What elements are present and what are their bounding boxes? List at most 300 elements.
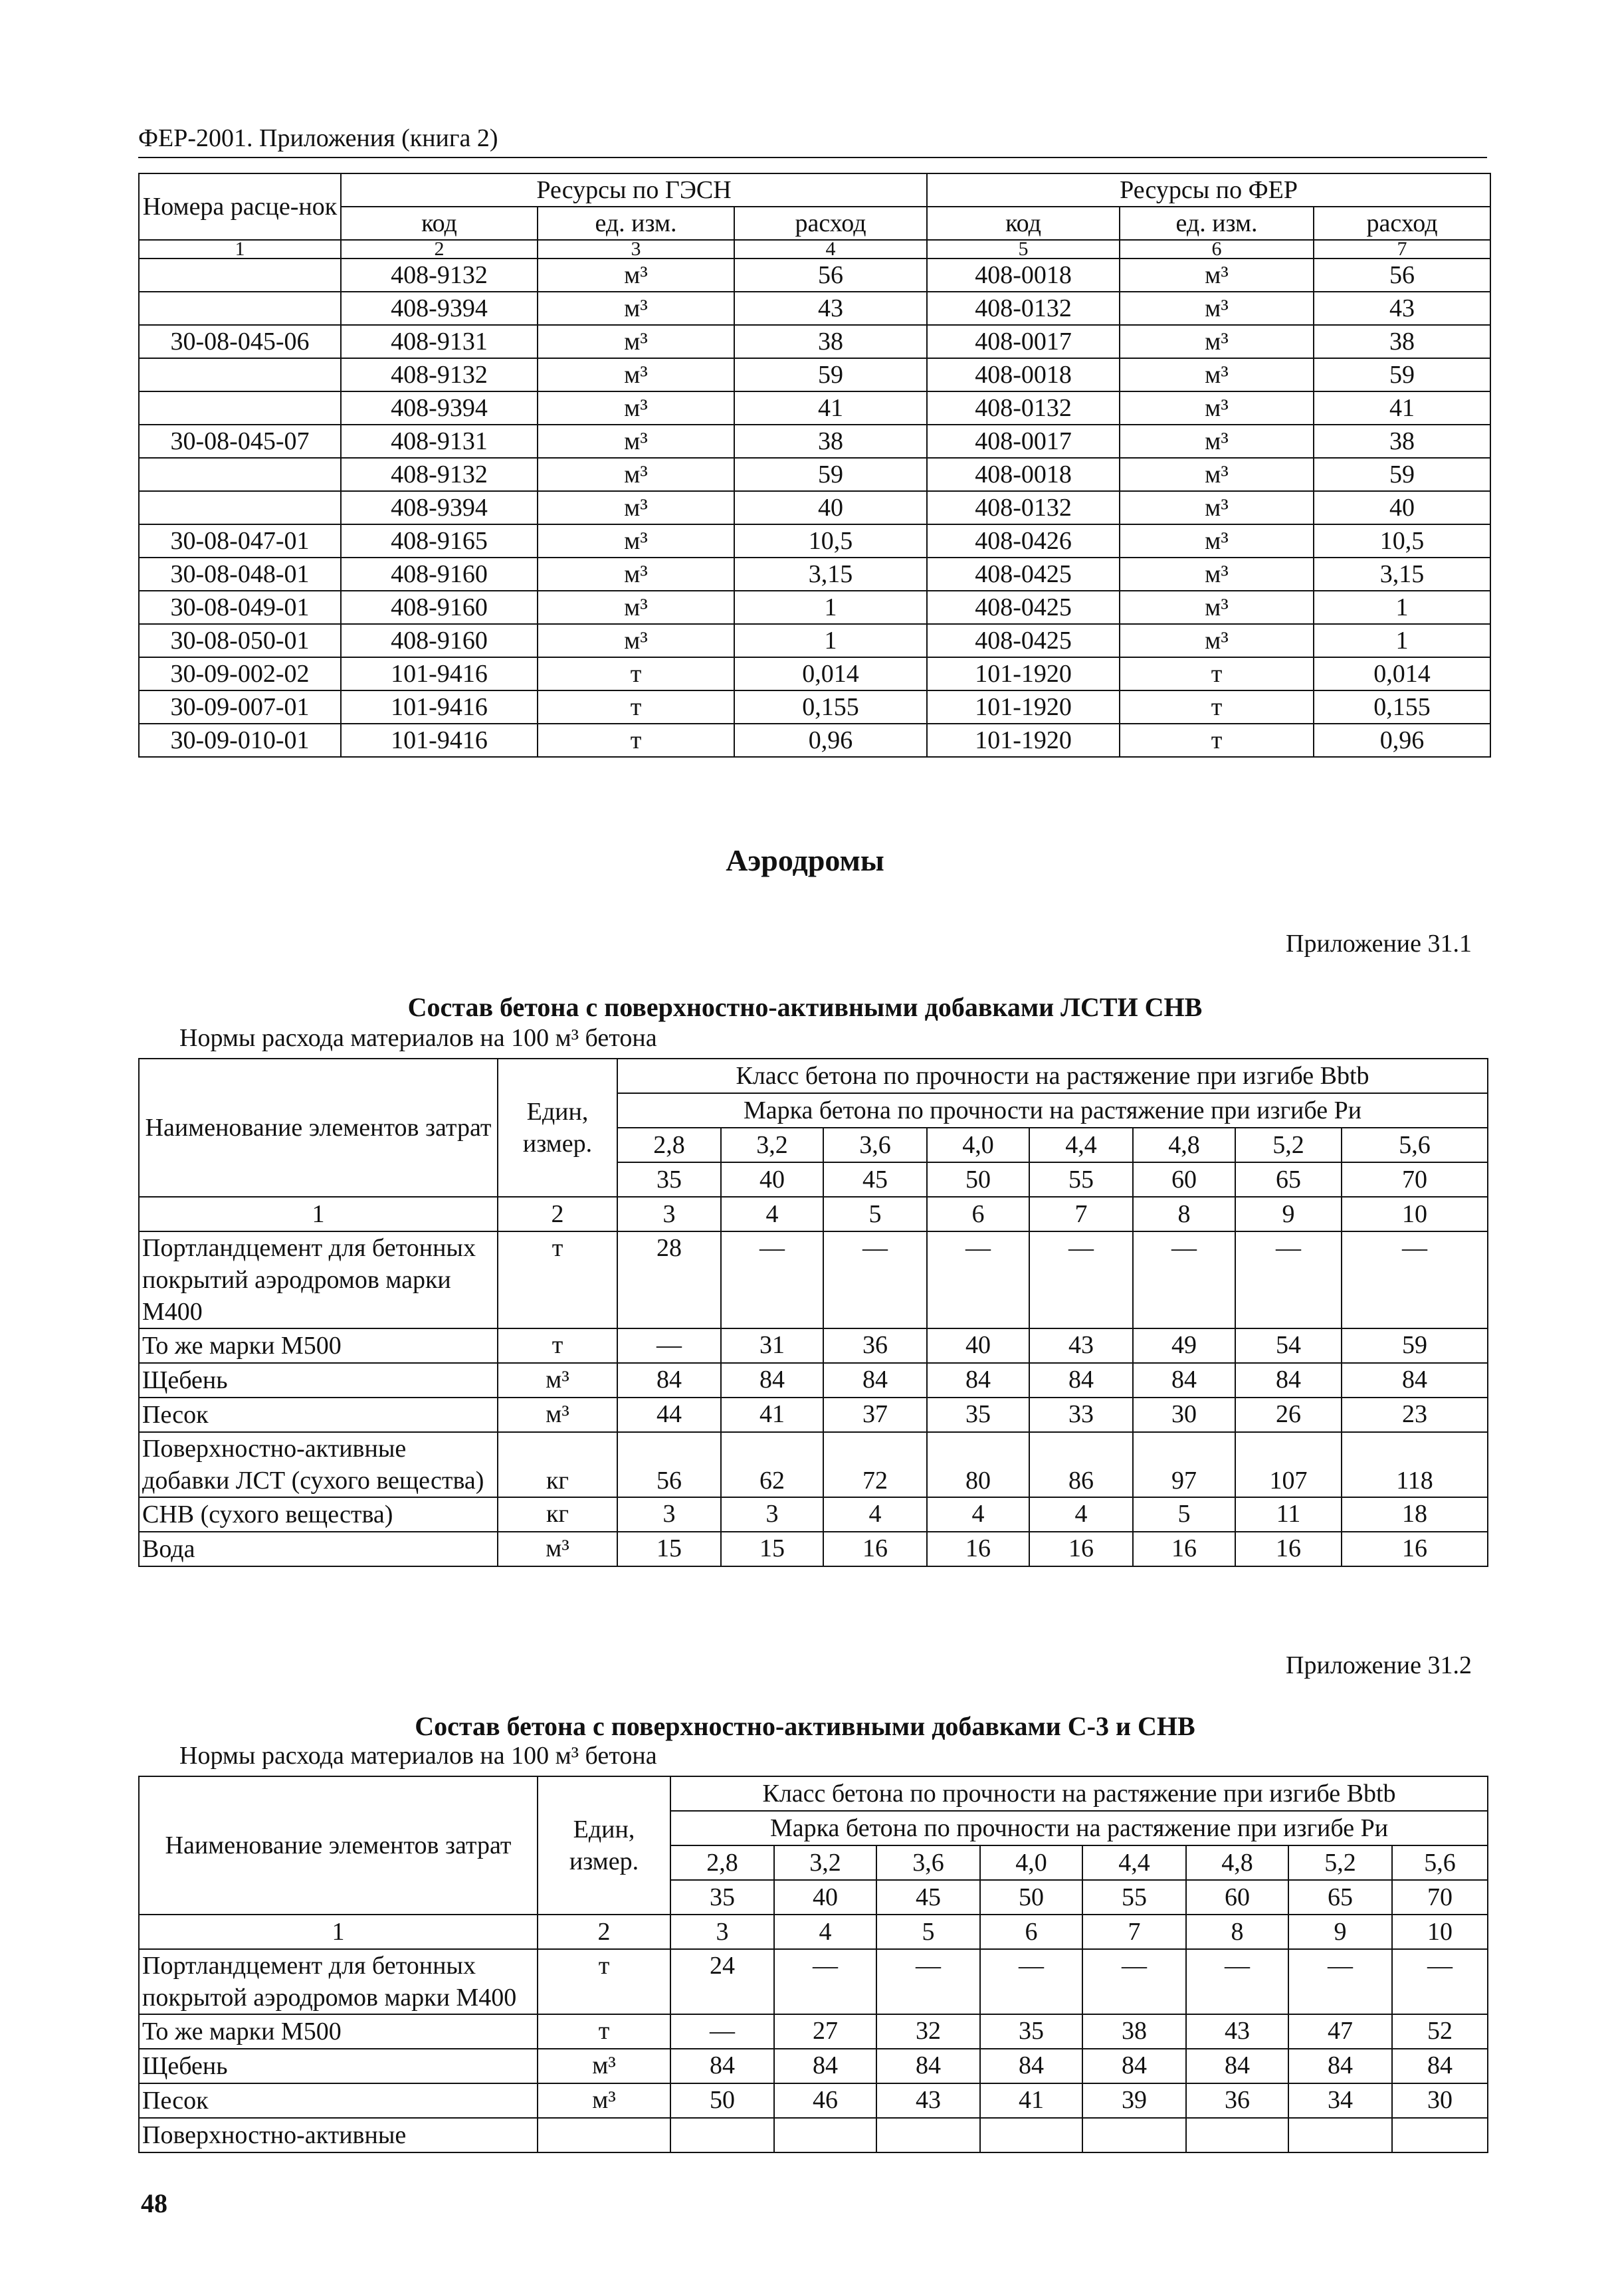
table-cell: 40 — [734, 491, 927, 524]
value-cell: 16 — [823, 1532, 927, 1566]
class-value: 4,0 — [980, 1845, 1082, 1880]
column-number: 7 — [1082, 1915, 1186, 1949]
table-cell: т — [1120, 690, 1314, 724]
header-fer: Ресурсы по ФЕР — [927, 173, 1490, 207]
table-cell: 408-0425 — [927, 624, 1120, 657]
column-number: 4 — [721, 1197, 823, 1231]
value-cell: 84 — [774, 2049, 876, 2083]
table-cell: 1 — [1314, 624, 1490, 657]
value-cell — [670, 2118, 774, 2152]
class-value: 2,8 — [617, 1128, 721, 1162]
table-cell: 1 — [734, 624, 927, 657]
table-cell: 408-0018 — [927, 358, 1120, 391]
unit-cell: м³ — [498, 1363, 617, 1398]
mark-value: 60 — [1186, 1880, 1288, 1915]
header-rule — [138, 157, 1487, 158]
value-cell: 16 — [1342, 1532, 1488, 1566]
table-row — [139, 491, 1490, 524]
column-number: 8 — [1186, 1915, 1288, 1949]
value-cell: 4 — [823, 1497, 927, 1532]
table-row — [139, 624, 1490, 657]
table-cell: 41 — [734, 391, 927, 425]
column-number: 9 — [1235, 1197, 1342, 1231]
unit-cell: т — [498, 1231, 617, 1328]
table-cell: 0,155 — [1314, 690, 1490, 724]
value-cell: — — [774, 1949, 876, 2014]
table-row — [139, 292, 1490, 325]
page-number: 48 — [141, 2188, 167, 2218]
table-cell: м³ — [1120, 524, 1314, 558]
value-cell: 35 — [980, 2014, 1082, 2049]
table-cell: 408-9132 — [341, 259, 538, 292]
mark-value: 70 — [1392, 1880, 1488, 1915]
class-value: 4,8 — [1186, 1845, 1288, 1880]
table-cell: 30-08-045-06 — [139, 325, 341, 358]
table-cell: 38 — [1314, 425, 1490, 458]
table-cell: 408-9131 — [341, 325, 538, 358]
table-cell: т — [538, 724, 734, 757]
table-cell: 408-0425 — [927, 591, 1120, 624]
table-cell: 1 — [1314, 591, 1490, 624]
header-mark: Марка бетона по прочности на растяжение при изгибе Ри — [670, 1811, 1488, 1845]
norms-caption: Нормы расхода материалов на 100 м³ бетона — [179, 1742, 657, 1770]
class-value: 4,4 — [1029, 1128, 1133, 1162]
column-number: 3 — [538, 240, 734, 259]
resources-table — [138, 173, 1491, 758]
table-cell — [139, 292, 341, 325]
table-cell: м³ — [538, 524, 734, 558]
unit-cell: т — [538, 1949, 670, 2014]
value-cell: 84 — [1186, 2049, 1288, 2083]
table-row — [139, 2118, 1488, 2152]
column-number: 5 — [876, 1915, 980, 1949]
value-cell: — — [1342, 1231, 1488, 1328]
value-cell: 41 — [980, 2083, 1082, 2118]
value-cell: 72 — [823, 1432, 927, 1497]
class-value: 5,2 — [1288, 1845, 1392, 1880]
class-value: 2,8 — [670, 1845, 774, 1880]
unit-cell: т — [538, 2014, 670, 2049]
column-number: 6 — [1120, 240, 1314, 259]
table-cell: т — [538, 657, 734, 690]
table-cell: 101-1920 — [927, 690, 1120, 724]
value-cell: 16 — [1235, 1532, 1342, 1566]
value-cell: — — [876, 1949, 980, 2014]
table-cell: м³ — [538, 624, 734, 657]
table-row — [139, 1328, 1488, 1363]
table-cell: м³ — [1120, 325, 1314, 358]
table-cell — [139, 358, 341, 391]
column-number: 10 — [1342, 1197, 1488, 1231]
value-cell: 86 — [1029, 1432, 1133, 1497]
table-cell: 56 — [734, 259, 927, 292]
table-row — [139, 524, 1490, 558]
value-cell: — — [1082, 1949, 1186, 2014]
table-cell: 3,15 — [734, 558, 927, 591]
column-number: 6 — [980, 1915, 1082, 1949]
table-cell: 30-08-045-07 — [139, 425, 341, 458]
column-number: 3 — [670, 1915, 774, 1949]
table-cell: 408-0132 — [927, 292, 1120, 325]
value-cell — [774, 2118, 876, 2152]
table-cell: м³ — [1120, 292, 1314, 325]
value-cell: 84 — [876, 2049, 980, 2083]
value-cell: — — [980, 1949, 1082, 2014]
table-cell: 408-9160 — [341, 624, 538, 657]
value-cell: 30 — [1133, 1398, 1235, 1432]
table-cell: 30-08-050-01 — [139, 624, 341, 657]
value-cell: 84 — [721, 1363, 823, 1398]
table-row — [139, 1432, 1488, 1497]
value-cell: 26 — [1235, 1398, 1342, 1432]
header-code: код — [927, 207, 1120, 240]
value-cell: 62 — [721, 1432, 823, 1497]
header-mark: Марка бетона по прочности на растяжение при изгибе Ри — [617, 1093, 1488, 1128]
value-cell: 84 — [823, 1363, 927, 1398]
table-cell: 30-09-002-02 — [139, 657, 341, 690]
table-cell: м³ — [1120, 391, 1314, 425]
column-number: 2 — [341, 240, 538, 259]
appendix-title: Состав бетона с поверхностно-активными добавками С-3 и СНВ — [415, 1711, 1195, 1741]
cost-element-name: Щебень — [139, 1363, 498, 1398]
table-cell — [139, 458, 341, 491]
value-cell: 84 — [1342, 1363, 1488, 1398]
value-cell: 84 — [1082, 2049, 1186, 2083]
unit-cell: м³ — [538, 2083, 670, 2118]
column-number-row — [139, 1915, 1488, 1949]
table-cell: м³ — [538, 558, 734, 591]
mark-value: 45 — [823, 1162, 927, 1197]
table-cell: 59 — [734, 458, 927, 491]
value-cell: 23 — [1342, 1398, 1488, 1432]
table-cell — [139, 491, 341, 524]
table-cell: 408-0425 — [927, 558, 1120, 591]
value-cell: 107 — [1235, 1432, 1342, 1497]
table-cell: м³ — [1120, 558, 1314, 591]
table-cell: 59 — [1314, 458, 1490, 491]
header-unit: ед. изм. — [538, 207, 734, 240]
column-number: 7 — [1029, 1197, 1133, 1231]
table-cell: 0,155 — [734, 690, 927, 724]
table-row — [139, 1532, 1488, 1566]
table-cell: 40 — [1314, 491, 1490, 524]
mark-value: 70 — [1342, 1162, 1488, 1197]
class-value: 4,8 — [1133, 1128, 1235, 1162]
table-cell: 408-0132 — [927, 391, 1120, 425]
table-cell: т — [538, 690, 734, 724]
table-row — [139, 657, 1490, 690]
value-cell: 84 — [1133, 1363, 1235, 1398]
value-cell: 84 — [617, 1363, 721, 1398]
column-number-row — [139, 240, 1490, 259]
table-cell: 408-0426 — [927, 524, 1120, 558]
table-row — [139, 690, 1490, 724]
mark-value: 60 — [1133, 1162, 1235, 1197]
table-cell: 30-08-048-01 — [139, 558, 341, 591]
class-value: 3,6 — [823, 1128, 927, 1162]
table-cell: 408-9132 — [341, 458, 538, 491]
table-cell: 43 — [734, 292, 927, 325]
column-number: 10 — [1392, 1915, 1488, 1949]
header-unit: Един, измер. — [538, 1776, 670, 1915]
value-cell — [980, 2118, 1082, 2152]
value-cell: 31 — [721, 1328, 823, 1363]
cost-element-name: СНВ (сухого вещества) — [139, 1497, 498, 1532]
table-row — [139, 325, 1490, 358]
value-cell: 50 — [670, 2083, 774, 2118]
value-cell: 41 — [721, 1398, 823, 1432]
column-number: 1 — [139, 1915, 538, 1949]
mark-value: 50 — [980, 1880, 1082, 1915]
table-row — [139, 2049, 1488, 2083]
mark-value: 40 — [721, 1162, 823, 1197]
value-cell: 84 — [1392, 2049, 1488, 2083]
value-cell: 5 — [1133, 1497, 1235, 1532]
unit-cell: кг — [498, 1432, 617, 1497]
column-number: 1 — [139, 1197, 498, 1231]
cost-element-name: Поверхностно-активные — [139, 2118, 538, 2152]
table-cell: м³ — [538, 325, 734, 358]
value-cell: 84 — [927, 1363, 1029, 1398]
value-cell: 59 — [1342, 1328, 1488, 1363]
table-row — [139, 259, 1490, 292]
table-cell: 0,014 — [734, 657, 927, 690]
mark-value: 65 — [1288, 1880, 1392, 1915]
concrete-table-1 — [138, 1058, 1488, 1567]
table-row — [139, 425, 1490, 458]
table-cell: 59 — [734, 358, 927, 391]
column-number: 5 — [927, 240, 1120, 259]
class-value: 5,6 — [1392, 1845, 1488, 1880]
table-cell: 3,15 — [1314, 558, 1490, 591]
header-unit: Един, измер. — [498, 1059, 617, 1197]
table-cell: 101-9416 — [341, 657, 538, 690]
value-cell: 49 — [1133, 1328, 1235, 1363]
class-value: 5,6 — [1342, 1128, 1488, 1162]
value-cell — [1392, 2118, 1488, 2152]
value-cell: 18 — [1342, 1497, 1488, 1532]
value-cell: — — [1029, 1231, 1133, 1328]
table-cell: м³ — [1120, 259, 1314, 292]
header-cost-elements: Наименование элементов затрат — [139, 1059, 498, 1197]
table-cell: 38 — [1314, 325, 1490, 358]
table-cell: м³ — [1120, 358, 1314, 391]
mark-value: 35 — [670, 1880, 774, 1915]
value-cell: 84 — [1029, 1363, 1133, 1398]
cost-element-name: Поверхностно-активные добавки ЛСТ (сухого вещества) — [139, 1432, 498, 1497]
appendix-label: Приложение 31.1 — [1286, 930, 1472, 958]
value-cell: 36 — [1186, 2083, 1288, 2118]
table-cell: 38 — [734, 425, 927, 458]
unit-cell: т — [498, 1328, 617, 1363]
table-cell: 0,014 — [1314, 657, 1490, 690]
table-cell: 30-09-010-01 — [139, 724, 341, 757]
header-class: Класс бетона по прочности на растяжение при изгибе Bbtb — [617, 1059, 1488, 1093]
column-number: 3 — [617, 1197, 721, 1231]
column-number: 5 — [823, 1197, 927, 1231]
value-cell: — — [1288, 1949, 1392, 2014]
table-cell: 408-9165 — [341, 524, 538, 558]
value-cell: 36 — [823, 1328, 927, 1363]
value-cell: 44 — [617, 1398, 721, 1432]
column-number: 9 — [1288, 1915, 1392, 1949]
table-cell: 408-0132 — [927, 491, 1120, 524]
table-row — [139, 591, 1490, 624]
table-row — [139, 2014, 1488, 2049]
cost-element-name: Песок — [139, 1398, 498, 1432]
value-cell: 37 — [823, 1398, 927, 1432]
column-number: 4 — [774, 1915, 876, 1949]
table-cell: 408-9394 — [341, 391, 538, 425]
value-cell: 15 — [721, 1532, 823, 1566]
value-cell: 16 — [927, 1532, 1029, 1566]
appendix-label: Приложение 31.2 — [1286, 1651, 1472, 1679]
value-cell — [1288, 2118, 1392, 2152]
value-cell: 33 — [1029, 1398, 1133, 1432]
value-cell: 84 — [1288, 2049, 1392, 2083]
table-row — [139, 1231, 1488, 1328]
value-cell: 43 — [876, 2083, 980, 2118]
column-number: 2 — [538, 1915, 670, 1949]
table-cell: 101-1920 — [927, 657, 1120, 690]
value-cell: 4 — [927, 1497, 1029, 1532]
appendix-title: Состав бетона с поверхностно-активными добавками ЛСТИ СНВ — [407, 992, 1203, 1022]
table-cell: м³ — [1120, 491, 1314, 524]
resources-table-body — [139, 259, 1490, 757]
value-cell: — — [927, 1231, 1029, 1328]
table-cell: 101-9416 — [341, 724, 538, 757]
table-cell: 408-0017 — [927, 425, 1120, 458]
table-cell: 30-08-049-01 — [139, 591, 341, 624]
header-consumption: расход — [1314, 207, 1490, 240]
cost-element-name: То же марки М500 — [139, 1328, 498, 1363]
table-cell: 10,5 — [734, 524, 927, 558]
mark-value: 55 — [1029, 1162, 1133, 1197]
column-number-row — [139, 1197, 1488, 1231]
value-cell: 15 — [617, 1532, 721, 1566]
unit-cell: м³ — [538, 2049, 670, 2083]
column-number: 1 — [139, 240, 341, 259]
concrete-table-2 — [138, 1776, 1488, 2153]
table-cell: м³ — [538, 491, 734, 524]
table-cell: 0,96 — [1314, 724, 1490, 757]
class-value: 4,0 — [927, 1128, 1029, 1162]
value-cell: 97 — [1133, 1432, 1235, 1497]
header-rate-numbers: Номера расце-нок — [139, 173, 341, 240]
unit-cell — [538, 2118, 670, 2152]
cost-element-name: Щебень — [139, 2049, 538, 2083]
value-cell: 35 — [927, 1398, 1029, 1432]
table-row — [139, 1398, 1488, 1432]
table-cell: 10,5 — [1314, 524, 1490, 558]
value-cell: 84 — [1235, 1363, 1342, 1398]
table-cell: м³ — [538, 292, 734, 325]
table-cell: м³ — [538, 391, 734, 425]
table-row — [139, 1949, 1488, 2014]
value-cell: 38 — [1082, 2014, 1186, 2049]
header-gesn: Ресурсы по ГЭСН — [341, 173, 927, 207]
mark-value: 55 — [1082, 1880, 1186, 1915]
column-number: 7 — [1314, 240, 1490, 259]
column-number: 6 — [927, 1197, 1029, 1231]
value-cell: 52 — [1392, 2014, 1488, 2049]
cost-element-name: Портландцемент для бетонных покрытий аэродромов марки М400 — [139, 1231, 498, 1328]
table-cell: м³ — [538, 458, 734, 491]
value-cell: — — [1392, 1949, 1488, 2014]
header-unit: ед. изм. — [1120, 207, 1314, 240]
table-row — [139, 558, 1490, 591]
table-cell: 41 — [1314, 391, 1490, 425]
value-cell: 84 — [670, 2049, 774, 2083]
table-cell: м³ — [538, 358, 734, 391]
table-cell — [139, 391, 341, 425]
value-cell: 3 — [721, 1497, 823, 1532]
value-cell: 34 — [1288, 2083, 1392, 2118]
value-cell: 28 — [617, 1231, 721, 1328]
table-cell: м³ — [1120, 591, 1314, 624]
value-cell: 24 — [670, 1949, 774, 2014]
concrete-table-2-body — [139, 1949, 1488, 2152]
unit-cell: м³ — [498, 1398, 617, 1432]
table-cell: м³ — [1120, 458, 1314, 491]
table-cell — [139, 259, 341, 292]
mark-value: 65 — [1235, 1162, 1342, 1197]
value-cell: 84 — [980, 2049, 1082, 2083]
table-row — [139, 2083, 1488, 2118]
class-value: 3,2 — [721, 1128, 823, 1162]
value-cell: — — [1186, 1949, 1288, 2014]
value-cell: 56 — [617, 1432, 721, 1497]
value-cell: 30 — [1392, 2083, 1488, 2118]
mark-value: 40 — [774, 1880, 876, 1915]
value-cell: 54 — [1235, 1328, 1342, 1363]
mark-value: 35 — [617, 1162, 721, 1197]
table-cell: 408-9160 — [341, 591, 538, 624]
mark-value: 50 — [927, 1162, 1029, 1197]
table-cell: т — [1120, 724, 1314, 757]
table-cell: 59 — [1314, 358, 1490, 391]
value-cell: — — [1235, 1231, 1342, 1328]
table-cell: м³ — [538, 259, 734, 292]
header-cost-elements: Наименование элементов затрат — [139, 1776, 538, 1915]
table-cell: 30-09-007-01 — [139, 690, 341, 724]
running-header: ФЕР-2001. Приложения (книга 2) — [138, 124, 498, 152]
value-cell — [876, 2118, 980, 2152]
value-cell: 3 — [617, 1497, 721, 1532]
table-cell: 408-9394 — [341, 292, 538, 325]
table-cell: 408-0018 — [927, 259, 1120, 292]
value-cell: 32 — [876, 2014, 980, 2049]
class-value: 3,6 — [876, 1845, 980, 1880]
class-value: 4,4 — [1082, 1845, 1186, 1880]
table-row — [139, 458, 1490, 491]
value-cell: 43 — [1029, 1328, 1133, 1363]
value-cell: — — [823, 1231, 927, 1328]
header-code: код — [341, 207, 538, 240]
value-cell: — — [670, 2014, 774, 2049]
value-cell: 46 — [774, 2083, 876, 2118]
table-cell: 408-0017 — [927, 325, 1120, 358]
table-cell: 408-9160 — [341, 558, 538, 591]
cost-element-name: То же марки М500 — [139, 2014, 538, 2049]
table-row — [139, 358, 1490, 391]
norms-caption: Нормы расхода материалов на 100 м³ бетона — [179, 1024, 657, 1052]
section-title: Аэродромы — [726, 843, 884, 877]
unit-cell: м³ — [498, 1532, 617, 1566]
table-cell: м³ — [1120, 425, 1314, 458]
table-cell: 101-1920 — [927, 724, 1120, 757]
value-cell: 40 — [927, 1328, 1029, 1363]
